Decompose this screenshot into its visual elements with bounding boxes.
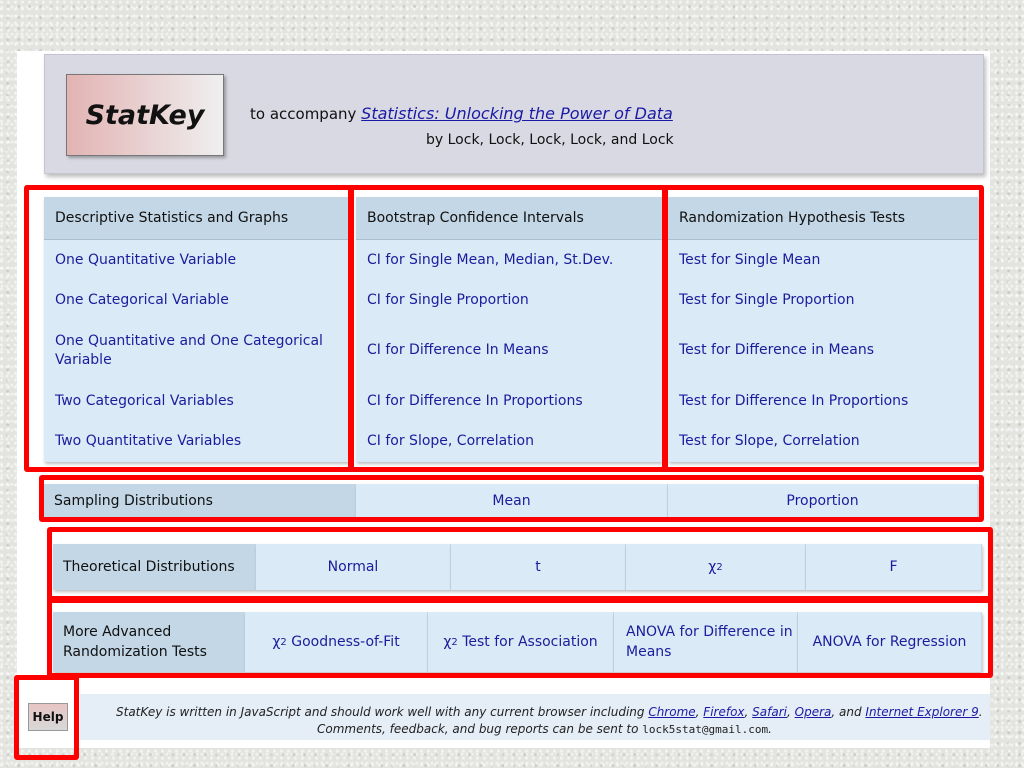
normal-distribution-link[interactable]: Normal bbox=[256, 544, 451, 590]
opera-link[interactable]: Opera bbox=[794, 705, 832, 719]
link-test-single-mean[interactable]: Test for Single Mean bbox=[679, 252, 821, 268]
chi-symbol: χ bbox=[708, 559, 717, 575]
annotation-box bbox=[24, 185, 354, 472]
period: . bbox=[768, 722, 772, 736]
link-ci-single-proportion[interactable]: CI for Single Proportion bbox=[367, 292, 529, 308]
safari-link[interactable]: Safari bbox=[752, 705, 787, 719]
annotation-box bbox=[47, 596, 993, 678]
contact-email[interactable]: lock5stat@gmail.com bbox=[642, 723, 769, 736]
separator: , bbox=[695, 705, 704, 719]
link-one-categorical-variable[interactable]: One Categorical Variable bbox=[55, 292, 229, 308]
annotation-box bbox=[348, 185, 668, 472]
contact-intro: Comments, feedback, and bug reports can be sent to bbox=[317, 722, 643, 736]
footer-browser-text bbox=[116, 705, 983, 719]
separator: , bbox=[787, 705, 795, 719]
chi-exponent: 2 bbox=[451, 636, 458, 648]
chrome-link[interactable]: Chrome bbox=[648, 705, 696, 719]
link-two-quantitative-variables[interactable]: Two Quantitative Variables bbox=[55, 433, 242, 449]
column-header: Bootstrap Confidence Intervals bbox=[356, 197, 662, 240]
t-distribution-link[interactable]: t bbox=[451, 544, 626, 590]
link-test-difference-in-means[interactable]: Test for Difference in Means bbox=[679, 342, 874, 358]
separator: , bbox=[744, 705, 753, 719]
column-header: Descriptive Statistics and Graphs bbox=[44, 197, 350, 240]
link-ci-single-mean[interactable]: CI for Single Mean, Median, St.Dev. bbox=[367, 252, 614, 268]
f-distribution-link[interactable]: F bbox=[806, 544, 982, 590]
theoretical-distributions-label: Theoretical Distributions bbox=[53, 544, 256, 590]
advanced-tests-label: More Advanced Randomization Tests bbox=[53, 612, 245, 672]
accompany-text bbox=[250, 104, 673, 123]
sampling-proportion-link[interactable]: Proportion bbox=[668, 484, 978, 518]
gof-label: Goodness-of-Fit bbox=[286, 634, 400, 650]
annotation-box bbox=[662, 185, 984, 472]
assoc-label: Test for Association bbox=[457, 634, 598, 650]
link-one-quantitative-one-categorical[interactable]: One Quantitative and One Categorical Variable bbox=[55, 333, 323, 368]
link-ci-difference-in-proportions[interactable]: CI for Difference In Proportions bbox=[367, 393, 583, 409]
accompany-label: to accompany bbox=[250, 105, 362, 123]
anova-difference-in-means-link[interactable]: ANOVA for Difference in Means bbox=[614, 612, 798, 672]
annotation-box bbox=[47, 527, 993, 603]
sampling-mean-link[interactable]: Mean bbox=[356, 484, 668, 518]
firefox-link[interactable]: Firefox bbox=[703, 705, 745, 719]
annotation-box bbox=[39, 475, 984, 522]
link-ci-slope-correlation[interactable]: CI for Slope, Correlation bbox=[367, 433, 534, 449]
authors-text: by Lock, Lock, Lock, Lock, and Lock bbox=[426, 132, 674, 148]
link-test-slope-correlation[interactable]: Test for Slope, Correlation bbox=[679, 433, 860, 449]
link-test-single-proportion[interactable]: Test for Single Proportion bbox=[679, 292, 855, 308]
link-test-difference-in-proportions[interactable]: Test for Difference In Proportions bbox=[679, 393, 909, 409]
help-button[interactable]: Help bbox=[28, 703, 68, 731]
chi-symbol: χ bbox=[443, 634, 452, 650]
chi-exponent: 2 bbox=[716, 561, 723, 573]
column-header: Randomization Hypothesis Tests bbox=[668, 197, 978, 240]
footer-contact-text bbox=[317, 722, 772, 736]
chi-exponent: 2 bbox=[280, 636, 287, 648]
internet-explorer-link[interactable]: Internet Explorer 9 bbox=[865, 705, 979, 719]
chi-symbol: χ bbox=[272, 634, 281, 650]
book-title-link[interactable]: Statistics: Unlocking the Power of Data bbox=[361, 104, 673, 123]
link-one-quantitative-variable[interactable]: One Quantitative Variable bbox=[55, 252, 237, 268]
link-two-categorical-variables[interactable]: Two Categorical Variables bbox=[55, 393, 234, 409]
link-ci-difference-in-means[interactable]: CI for Difference In Means bbox=[367, 342, 549, 358]
anova-regression-link[interactable]: ANOVA for Regression bbox=[798, 612, 982, 672]
statkey-logo[interactable]: StatKey bbox=[66, 74, 224, 156]
footer-intro: StatKey is written in JavaScript and should work well with any current browser including bbox=[116, 705, 649, 719]
separator: , and bbox=[831, 705, 866, 719]
period: . bbox=[978, 705, 983, 719]
sampling-distributions-label: Sampling Distributions bbox=[44, 484, 356, 518]
